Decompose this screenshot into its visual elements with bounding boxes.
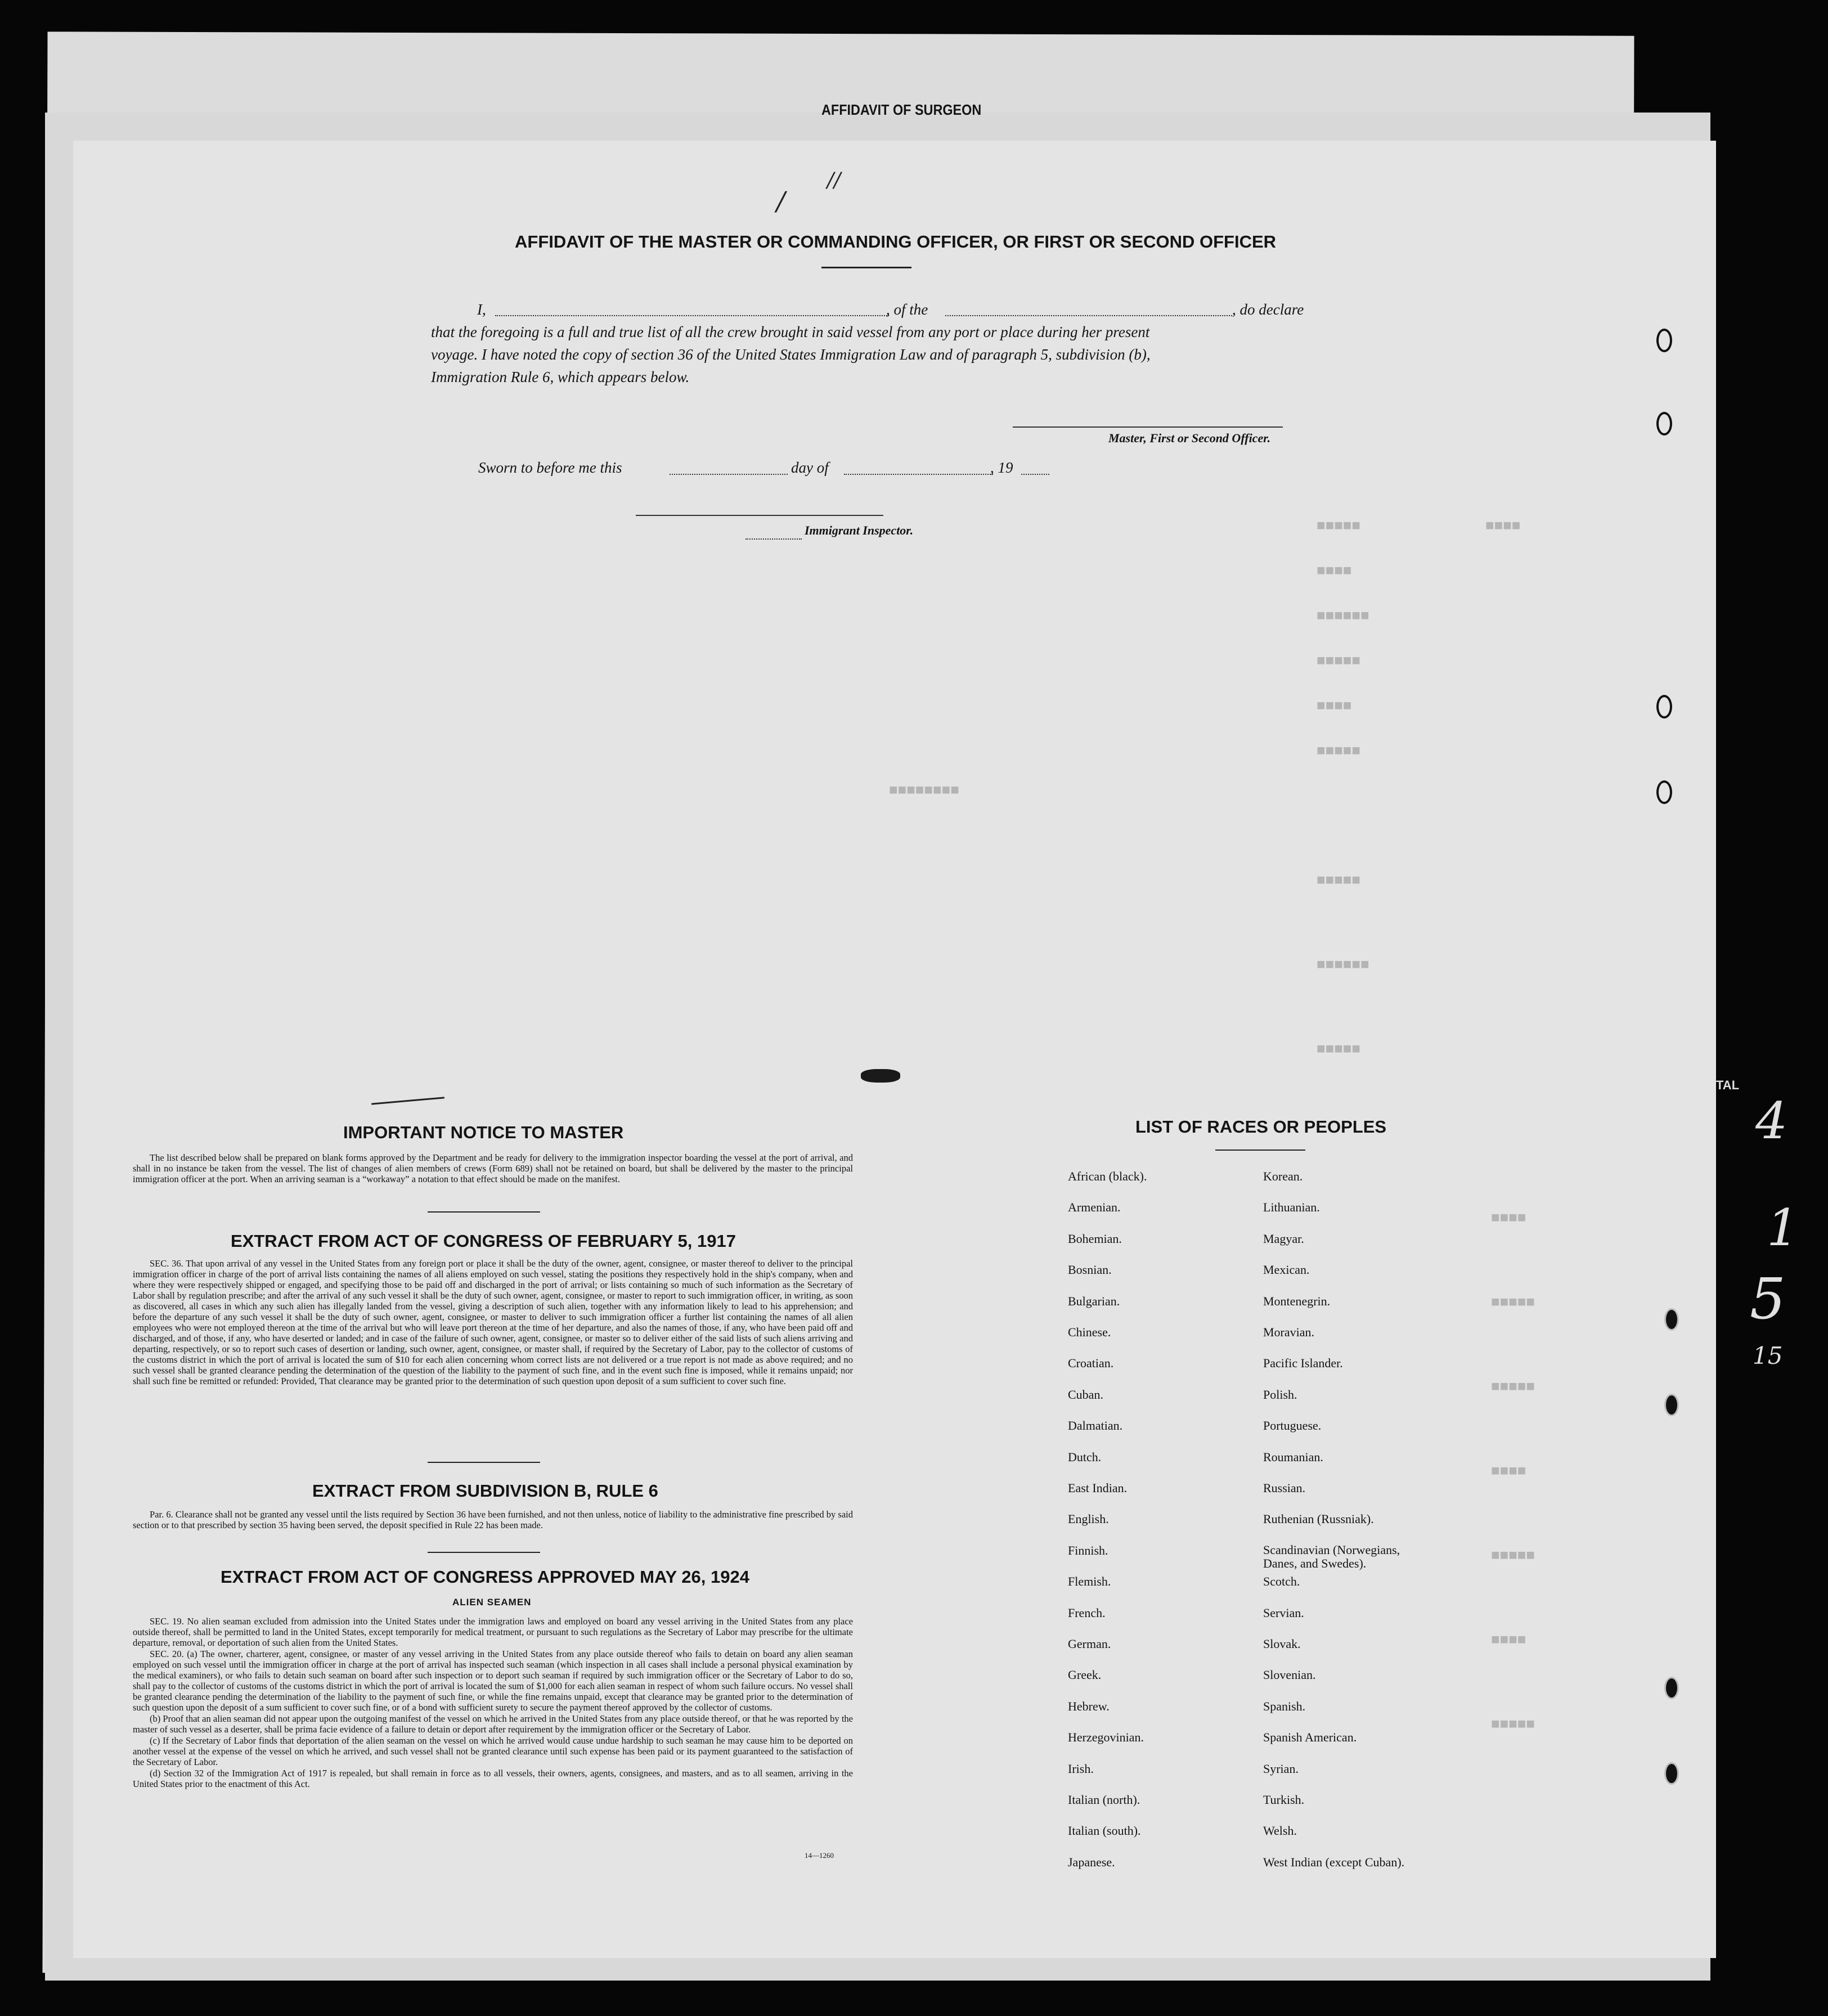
binder-hole	[1656, 412, 1672, 435]
race-item: Flemish.	[1068, 1574, 1111, 1589]
declaration-line-3: voyage. I have noted the copy of section 36 of the United States Immigration Law and of paragraph 5, subdivision (b),	[431, 346, 1151, 363]
section-36-paragraph: SEC. 36. That upon arrival of any vessel in the United States from any foreign port or place it shall be the duty of the owner, agent, consignee, or master thereof to deliver to the principal immigration officer in charge of the port of arrival lists containing the names of all aliens employed on such vessel, stating the positions they respectively hold in the ship's company, when and where they were respectively shipped or engaged, and specifying those to be paid off and discharged in the port of arrival; or lists containing so much of such information as the Secretary of Labor shall by regulation prescribe; and after the arrival of any such vessel it shall be the duty of such owner, agent, consignee, or master to report to such immigration officer, in writing, as soon as discovered, all cases in which any such alien has illegally landed from the vessel, giving a description of such alien, together with any information likely to lead to his apprehension; and before the departure of any such vessel it shall be the duty of such owner, agent, consignee, or master to deliver to such immigration officer a further list containing the names of all alien employees who were not employed thereon at the time of the arrival but who will leave port thereon at the time of her departure, and also the names of those, if any, who have been paid off and discharged, and of those, if any, who have deserted or landed; and in case of the failure of such owner, agent, consignee, or master so to deliver either of the said lists of such aliens arriving and departing, respectively, or so to report such cases of desertion or landing, such owner, agent, consignee, or master shall, if required by the Secretary of Labor, pay to the collector of customs of the customs district in which the port of arrival is located the sum of $10 for each alien concerning whom correct lists are not delivered or a true report is not made as above required; and no such vessel shall be granted clearance pending the determination of the question of the liability to the payment of such fine, and in the event such fine is imposed, while it remains unpaid; nor shall such fine be remitted or refunded: Provided, That clearance may be granted prior to the determination of such question upon deposit of a sum sufficient to cover such fine.	[133, 1258, 853, 1386]
race-item: West Indian (except Cuban).	[1263, 1855, 1405, 1869]
declaration-of-the-label: , of the	[886, 301, 928, 318]
notice-paragraph: The list described below shall be prepared on blank forms approved by the Department and be ready for delivery to the immigration inspector boarding the vessel at the port of arrival, and shall in no instance be taken from the vessel. The list of changes of alien members of crews (Form 689) shall not be retained on board, but shall be delivered by the master to the principal immigration officer at the port. When an arriving seaman is a “workaway” a notation to that effect should be made on the manifest.	[133, 1152, 853, 1184]
race-item: Lithuanian.	[1263, 1200, 1320, 1215]
race-item: Spanish American.	[1263, 1730, 1357, 1745]
race-item: Roumanian.	[1263, 1449, 1323, 1464]
extract-1917-title: EXTRACT FROM ACT OF CONGRESS OF FEBRUARY 5, 1917	[231, 1231, 736, 1251]
race-item: Russian.	[1263, 1481, 1306, 1495]
section-20d-paragraph: (d) Section 32 of the Immigration Act of 1917 is repealed, but shall remain in force as to all vessels, their owners, agents, consignees, and masters, and as to all seamen, arriving in the United States prior to the enactment of this Act.	[133, 1768, 853, 1789]
race-item: Magyar.	[1263, 1231, 1304, 1246]
race-item: Italian (south).	[1068, 1824, 1141, 1838]
binder-hole	[1664, 1762, 1679, 1785]
binder-hole	[1664, 1394, 1679, 1416]
race-item: Slovak.	[1263, 1637, 1301, 1651]
races-underline	[1215, 1150, 1305, 1151]
section-20c-paragraph: (c) If the Secretary of Labor finds that deportation of the alien seaman on the vessel on which he arrived would cause undue hardship to such seaman he may cause him to be deported on another vessel at the expense of the vessel on which he arrived, and such vessel shall not be granted clearance until such expense has been paid or its payment guaranteed to the satisfaction of the Secretary of Labor.	[133, 1735, 853, 1767]
race-item: Bulgarian.	[1068, 1294, 1120, 1308]
race-item: Japanese.	[1068, 1855, 1115, 1869]
margin-mark-5: 5	[1750, 1266, 1786, 1332]
declaration-i-label: I,	[477, 301, 486, 318]
sworn-year-field[interactable]	[1021, 474, 1049, 475]
race-item: Armenian.	[1068, 1200, 1121, 1215]
inspector-dots	[745, 538, 802, 540]
race-item: Montenegrin.	[1263, 1294, 1331, 1308]
race-item: Pacific Islander.	[1263, 1356, 1343, 1371]
race-item: German.	[1068, 1637, 1111, 1651]
races-title: LIST OF RACES OR PEOPLES	[1135, 1117, 1387, 1137]
alien-seamen-subtitle: ALIEN SEAMEN	[452, 1597, 532, 1608]
race-item: French.	[1068, 1605, 1106, 1620]
divider	[428, 1211, 540, 1213]
inspector-label: Immigrant Inspector.	[805, 523, 914, 537]
title-underline	[821, 267, 911, 268]
race-item: Mexican.	[1263, 1263, 1310, 1277]
divider-2	[428, 1462, 540, 1463]
day-of-label: day of	[791, 459, 829, 476]
section-20b-paragraph: (b) Proof that an alien seaman did not appear upon the outgoing manifest of the vessel on which he arrived in the United States from any place outside thereof, or that he was reported by the master of such vessel as a deserter, shall be prima facie evidence of a failure to detain or deport after requirement by the immigration officer or the Secretary of Labor.	[133, 1713, 853, 1735]
sworn-label: Sworn to before me this	[478, 459, 622, 476]
race-item: Croatian.	[1068, 1356, 1114, 1371]
form-number: 14—1260	[805, 1851, 834, 1860]
race-item: Spanish.	[1263, 1699, 1306, 1713]
binder-hole	[1664, 1677, 1679, 1699]
race-item: Servian.	[1263, 1605, 1304, 1620]
sworn-month-field[interactable]	[844, 474, 993, 475]
section-20a-paragraph: SEC. 20. (a) The owner, charterer, agent, consignee, or master of any vessel arriving in the United States from any place outside thereof who fails to detain on board any alien seaman employed on such vessel until the immigration officer in charge at the port of arrival has inspected such seaman (which inspection in all cases shall include a personal physical examination by the medical examiners), or who fails to detain such seaman on board after such inspection or to deport such seaman if required by such immigration officer or the Secretary of Labor to do so, shall pay to the collector of customs of the customs district in which the port of arrival is located the sum of $1,000 for each alien seaman in respect of whom such failure occurs. No vessel shall be granted clearance pending the determination of the liability to the payment of such fine, or while the fine remains unpaid, except that clearance may be granted prior to the determination of such question upon the deposit of a sum sufficient to cover such fine, or of a bond with sufficient surety to secure the payment thereof approved by the collector of customs.	[133, 1649, 853, 1713]
race-item: Portuguese.	[1263, 1418, 1322, 1433]
race-item: Slovenian.	[1263, 1668, 1316, 1682]
notice-body	[133, 1152, 853, 1185]
pen-mark-2: //	[827, 169, 841, 192]
section-19-paragraph: SEC. 19. No alien seaman excluded from admission into the United States under the immigration laws and employed on board any vessel arriving in the United States from any place outside thereof, shall be permitted to land in the United States, except temporarily for medical treatment, or pursuant to such regulations as the Secretary of Labor may prescribe for the ultimate departure, removal, or deportation of such alien from the United States.	[133, 1616, 853, 1648]
race-item: Korean.	[1263, 1169, 1303, 1183]
race-item: Dalmatian.	[1068, 1418, 1123, 1433]
binder-hole	[1656, 695, 1672, 719]
race-item: Hebrew.	[1068, 1699, 1110, 1713]
race-item: Scandinavian (Norwegians, Danes, and Swedes).	[1263, 1542, 1400, 1570]
race-item: Welsh.	[1263, 1824, 1297, 1838]
binder-hole	[1664, 1308, 1679, 1331]
race-item: Dutch.	[1068, 1449, 1102, 1464]
race-item: Turkish.	[1263, 1793, 1305, 1807]
declaration-line-4: Immigration Rule 6, which appears below.	[431, 369, 690, 385]
year-label: , 19	[990, 459, 1013, 476]
margin-mark-15: 15	[1753, 1342, 1783, 1370]
race-item: Ruthenian (Russniak).	[1263, 1512, 1374, 1526]
margin-total-label: TAL	[1716, 1078, 1740, 1092]
name-field[interactable]	[495, 315, 889, 316]
extract-1924-body	[133, 1616, 853, 1790]
race-item: Bohemian.	[1068, 1231, 1122, 1246]
pen-mark: /	[776, 186, 785, 216]
master-affidavit-title: AFFIDAVIT OF THE MASTER OR COMMANDING OFFICER, OR FIRST OR SECOND OFFICER	[515, 232, 1277, 252]
race-item: Scotch.	[1263, 1574, 1300, 1589]
race-item: Herzegovinian.	[1068, 1730, 1144, 1745]
signature-line[interactable]	[1013, 426, 1283, 428]
race-item: Moravian.	[1263, 1325, 1315, 1339]
race-item: Irish.	[1068, 1761, 1094, 1776]
extract-1917-body	[133, 1258, 853, 1387]
extract-1924-title: EXTRACT FROM ACT OF CONGRESS APPROVED MAY 26, 1924	[221, 1567, 749, 1587]
divider-3	[428, 1552, 540, 1553]
surgeon-affidavit-header: AFFIDAVIT OF SURGEON	[821, 101, 982, 118]
race-item: Polish.	[1263, 1387, 1297, 1402]
race-item: Bosnian.	[1068, 1263, 1112, 1277]
ink-smudge	[861, 1069, 900, 1083]
race-item: English.	[1068, 1512, 1109, 1526]
declaration-do-declare: , do declare	[1232, 301, 1304, 318]
notice-title: IMPORTANT NOTICE TO MASTER	[343, 1123, 624, 1142]
sworn-day-field[interactable]	[670, 474, 788, 475]
rule-6-paragraph: Par. 6. Clearance shall not be granted any vessel until the lists required by Section 36 have been furnished, and not then unless, notice of liability to the administrative fine prescribed by said section or to that prescribed by section 35 having been served, the deposit specified in Rule 22 has been made.	[133, 1509, 853, 1530]
signature-label: Master, First or Second Officer.	[1108, 431, 1271, 445]
race-item: East Indian.	[1068, 1481, 1128, 1495]
inspector-signature-line[interactable]	[636, 515, 883, 516]
binder-hole	[1656, 780, 1672, 804]
declaration-line-2: that the foregoing is a full and true list of all the crew brought in said vessel from any port or place during her present	[431, 324, 1150, 340]
race-item: Syrian.	[1263, 1761, 1299, 1776]
race-item: Finnish.	[1068, 1543, 1108, 1557]
extract-rule6-body	[133, 1509, 853, 1531]
race-item: Greek.	[1068, 1668, 1102, 1682]
extract-rule6-title: EXTRACT FROM SUBDIVISION B, RULE 6	[312, 1481, 658, 1501]
margin-mark-1: 1	[1767, 1198, 1799, 1258]
race-item: Italian (north).	[1068, 1793, 1140, 1807]
race-item: Chinese.	[1068, 1325, 1111, 1339]
vessel-field[interactable]	[945, 315, 1232, 316]
margin-mark-4: 4	[1755, 1092, 1788, 1151]
race-item: Cuban.	[1068, 1387, 1103, 1402]
race-item: African (black).	[1068, 1169, 1147, 1183]
binder-hole	[1656, 329, 1672, 352]
